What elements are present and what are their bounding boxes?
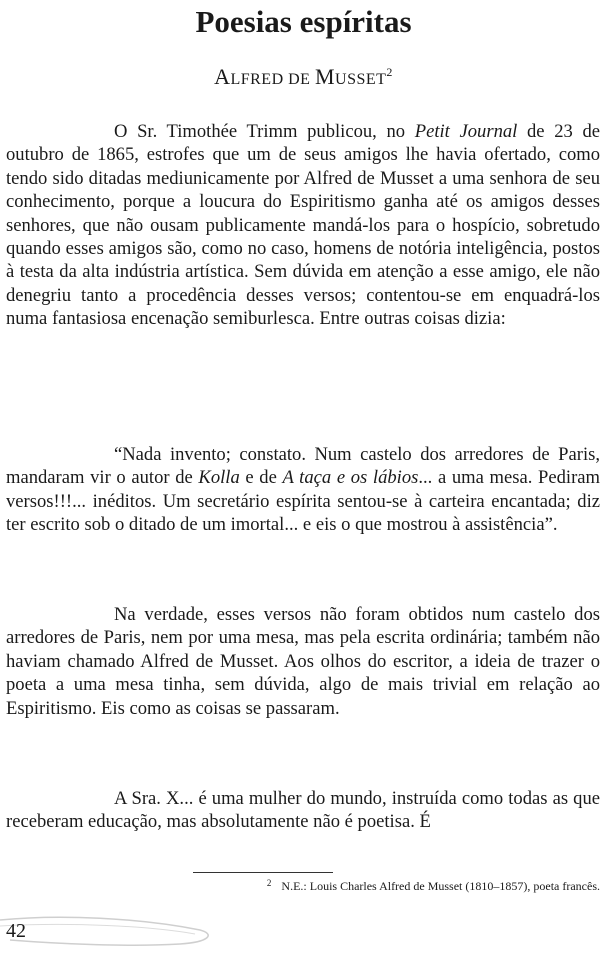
italic-title: A taça e os lábios	[282, 467, 419, 489]
author-first-initial: A	[214, 64, 231, 89]
decorative-swoosh	[0, 900, 240, 954]
footnote-reference: 2	[386, 65, 393, 79]
footnote	[195, 878, 600, 894]
paragraph-text: A Sra. X... é uma mulher do mundo, instruída como todas as que receberam educação, mas absolutamente não é poetisa. É	[6, 788, 600, 833]
paragraph-3	[6, 603, 600, 720]
paragraph-text: de 23 de outubro de 1865, estrofes que um de seus amigos lhe havia ofertado, como tendo sido ditadas mediunicamente por Alfred de Musset a uma senhora de seu conhecimento, porque a loucura do Espiritismo ganha até os amigos desses senhores, que não ousam publicamente mandá-los para o hospício, sobretudo quando esses amigos são, como no caso, homens de notória inteligência, postos à testa da alta indústria artística. Sem dúvida em atenção a esse amigo, ele não denegriu tanto a procedência desses versos; contentou-se em enquadrá-los numa fantasiosa encenação semiburlesca. Entre outras coisas dizia:	[6, 121, 600, 330]
author-heading	[0, 64, 607, 90]
author-last-initial: M	[314, 64, 336, 89]
paragraph-text: O Sr. Timothée Trimm publicou, no	[114, 121, 415, 142]
paragraph-2-quote	[6, 443, 600, 537]
paragraph-text: Na verdade, esses versos não foram obtidos num castelo dos arredores de Paris, nem por uma mesa, mas pela escrita ordinária; também não haviam chamado Alfred de Musset. Aos olhos do escritor, a ideia de trazer o poeta a uma mesa tinha, sem dúvida, algo de mais trivial em relação ao Espiritismo. Eis como as coisas se passaram.	[6, 604, 600, 719]
page-number: 42	[6, 920, 26, 942]
footnote-mark: 2	[266, 878, 272, 888]
footnote-divider	[193, 872, 333, 873]
italic-title: Kolla	[198, 467, 240, 489]
page-title: Poesias espíritas	[195, 4, 412, 39]
paragraph-4	[6, 787, 600, 834]
paragraph-text: “Nada invento; constato. Num castelo dos arredores de Paris, mandaram vir o autor de	[6, 444, 600, 489]
paragraph-text: e de	[239, 467, 283, 489]
author-first-rest: LFRED DE	[230, 71, 315, 88]
paragraph-1	[6, 120, 600, 331]
italic-title: Petit Journal	[414, 121, 518, 142]
author-last-rest: USSET	[335, 71, 387, 88]
paragraph-text: ... a uma mesa. Pediram versos!!!... inéditos. Um secretário espírita sentou-se à carteira encantada; diz ter escrito sob o ditado de um imortal... e eis o que mostrou à assistência”.	[6, 467, 600, 536]
footnote-text: N.E.: Louis Charles Alfred de Musset (1810–1857), poeta francês.	[281, 879, 600, 893]
